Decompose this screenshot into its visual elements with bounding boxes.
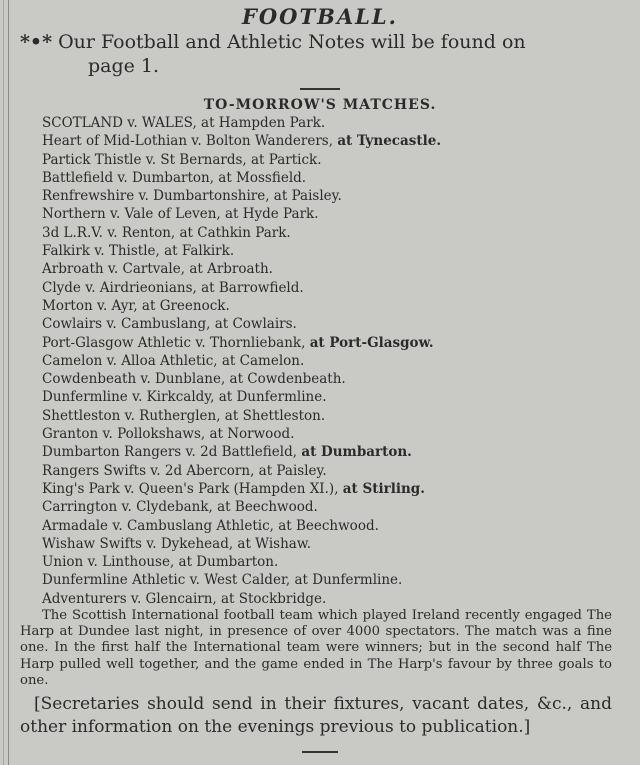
match-text: Port-Glasgow Athletic v. Thornliebank, bbox=[42, 334, 310, 351]
match-text: Morton v. Ayr, at Greenock. bbox=[42, 297, 230, 314]
divider-rule bbox=[300, 88, 340, 90]
match-text: Arbroath v. Cartvale, at Arbroath. bbox=[42, 261, 273, 278]
match-text: Battlefield v. Dumbarton, at Mossfield. bbox=[42, 169, 307, 186]
section-heading: FOOTBALL. bbox=[241, 4, 398, 29]
match-item bbox=[20, 553, 620, 571]
match-item bbox=[20, 260, 620, 278]
match-text: Clyde v. Airdrieonians, at Barrowfield. bbox=[42, 279, 304, 296]
match-item bbox=[20, 571, 620, 589]
matches-title: TO-MORROW'S MATCHES. bbox=[203, 97, 437, 113]
match-text: Partick Thistle v. St Bernards, at Partick. bbox=[42, 151, 322, 168]
notice-text: Our Football and Athletic Notes will be found on bbox=[58, 31, 526, 53]
match-item bbox=[20, 407, 620, 425]
match-text: Granton v. Pollokshaws, at Norwood. bbox=[42, 426, 295, 443]
match-item bbox=[20, 480, 620, 498]
column-rule bbox=[8, 0, 9, 765]
match-text: Camelon v. Alloa Athletic, at Camelon. bbox=[42, 352, 305, 369]
match-item bbox=[20, 187, 620, 205]
match-item bbox=[20, 132, 620, 150]
match-report: The Scottish International football team which played Ireland recently engaged The Harp at Dundee last night, in presence of over 4000 spectators. The match was a fine one. In the first half the International team were winners; but in the second half The Harp pulled well together, and the game ended in The Harp's favour by three goals to one. bbox=[20, 608, 612, 688]
match-item bbox=[20, 315, 620, 333]
match-venue-extra: at Dumbarton. bbox=[301, 444, 412, 461]
match-text: Renfrewshire v. Dumbartonshire, at Paisley. bbox=[42, 188, 342, 205]
football-column bbox=[20, 0, 620, 753]
match-text: Rangers Swifts v. 2d Abercorn, at Paisley. bbox=[42, 462, 327, 479]
match-text: SCOTLAND v. WALES, at Hampden Park. bbox=[42, 115, 326, 131]
match-item bbox=[20, 443, 620, 461]
match-list bbox=[20, 114, 620, 608]
match-item bbox=[20, 224, 620, 242]
column-rule-outer bbox=[3, 0, 4, 765]
end-rule bbox=[302, 751, 338, 753]
asterism-mark: *•* bbox=[20, 31, 53, 53]
match-item bbox=[20, 114, 620, 132]
match-item bbox=[20, 297, 620, 315]
match-venue-extra: at Port-Glasgow. bbox=[309, 334, 434, 351]
match-item bbox=[20, 334, 620, 352]
match-item bbox=[20, 462, 620, 480]
match-text: Dunfermline v. Kirkcaldy, at Dunfermline. bbox=[42, 389, 327, 406]
match-item bbox=[20, 205, 620, 223]
match-item bbox=[20, 590, 620, 608]
match-text: Dumbarton Rangers v. 2d Battlefield, bbox=[42, 444, 302, 461]
match-item bbox=[20, 388, 620, 406]
match-text: Cowlairs v. Cambuslang, at Cowlairs. bbox=[42, 316, 297, 333]
match-item bbox=[20, 370, 620, 388]
match-text: Falkirk v. Thistle, at Falkirk. bbox=[42, 243, 235, 260]
match-text: Adventurers v. Glencairn, at Stockbridge. bbox=[42, 590, 327, 607]
match-text: Cowdenbeath v. Dunblane, at Cowdenbeath. bbox=[42, 371, 346, 388]
match-item bbox=[20, 498, 620, 516]
match-item bbox=[20, 279, 620, 297]
match-text: Dunfermline Athletic v. West Calder, at Dunfermline. bbox=[42, 572, 403, 589]
match-text: Heart of Mid-Lothian v. Bolton Wanderers, bbox=[42, 133, 338, 150]
match-text: Union v. Linthouse, at Dumbarton. bbox=[42, 554, 279, 571]
match-text: Carrington v. Clydebank, at Beechwood. bbox=[42, 499, 318, 516]
match-venue-extra: at Tynecastle. bbox=[337, 133, 442, 150]
notes-notice bbox=[20, 30, 620, 54]
match-item bbox=[20, 517, 620, 535]
match-text: 3d L.R.V. v. Renton, at Cathkin Park. bbox=[42, 224, 291, 241]
match-item bbox=[20, 535, 620, 553]
match-text: Wishaw Swifts v. Dykehead, at Wishaw. bbox=[42, 535, 312, 552]
match-item bbox=[20, 242, 620, 260]
match-text: King's Park v. Queen's Park (Hampden XI.), bbox=[42, 480, 343, 497]
match-text: Northern v. Vale of Leven, at Hyde Park. bbox=[42, 206, 319, 223]
match-text: Shettleston v. Rutherglen, at Shettleston. bbox=[42, 407, 326, 424]
match-item bbox=[20, 352, 620, 370]
match-item bbox=[20, 169, 620, 187]
match-item bbox=[20, 151, 620, 169]
match-venue-extra: at Stirling. bbox=[342, 480, 425, 497]
notice-page-ref: page 1. bbox=[88, 55, 160, 77]
match-item bbox=[20, 425, 620, 443]
match-text: Armadale v. Cambuslang Athletic, at Beechwood. bbox=[42, 517, 379, 534]
secretaries-note: [Secretaries should send in their fixtures, vacant dates, &c., and other information on the evenings previous to publication.] bbox=[20, 694, 612, 738]
